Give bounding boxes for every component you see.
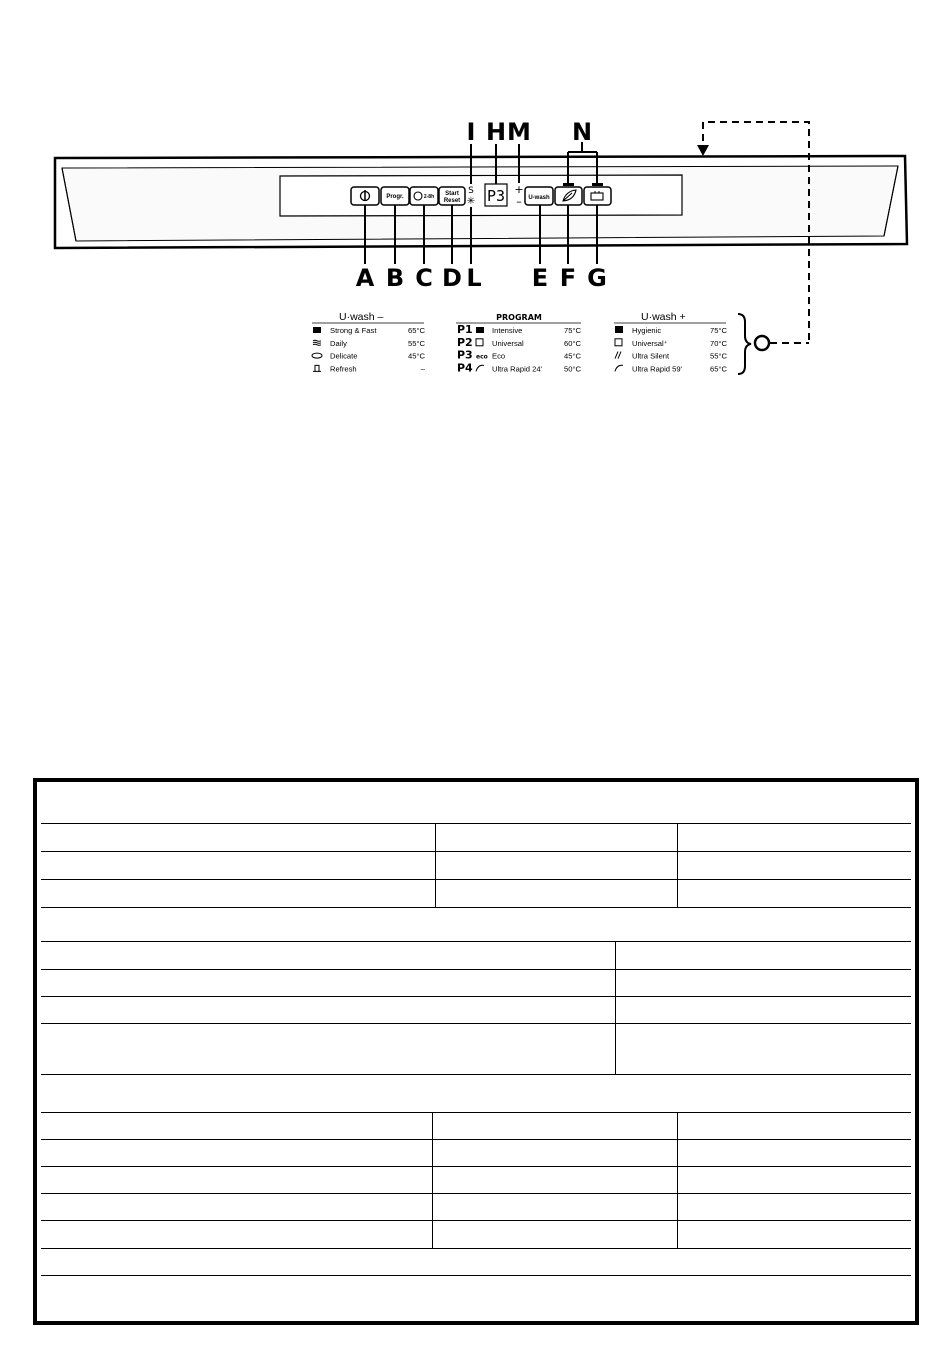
program-name: Universal [492,338,524,348]
program-row [457,349,582,362]
program-name: Strong & Fast [330,326,377,335]
grid-row-header-4 [41,1248,911,1276]
uwash-plus-title: U·wash + [641,311,686,323]
grid-row [41,1139,911,1167]
grid-row-header-2 [41,907,911,942]
grid-row-footer [41,1275,911,1321]
grid-row [41,1220,911,1249]
panel-housing [55,156,907,248]
program-temp: 50°C [564,364,581,374]
waves-icon [313,340,321,345]
program-name: Ultra Rapid 59' [632,364,682,374]
indicator-circle-icon [755,336,769,350]
uwash-minus-table [312,311,426,373]
program-name: Ultra Silent [632,351,670,361]
program-display [485,184,507,206]
program-row [313,326,426,335]
program-name: Intensive [492,326,523,335]
callout-A: A [355,264,375,292]
grid-row [41,1193,911,1221]
grid-row-header-3 [41,1074,911,1113]
salt-indicator-icon: S [468,186,474,196]
program-button[interactable] [381,187,409,205]
rinse-aid-indicator-icon: ✳ [466,196,476,207]
program-row [457,336,582,349]
callout-C: C [415,264,433,292]
plate-icon [312,353,322,358]
callout-I: I [466,118,476,146]
program-code: P4 [457,361,473,375]
program-row [313,364,426,373]
universal-icon [476,339,483,346]
program-row [457,361,582,374]
start-reset-button[interactable] [439,187,465,205]
grid-row-header-1 [41,786,911,824]
arrow-down-icon [697,145,709,156]
program-temp: 60°C [564,338,581,348]
program-name: Eco [492,351,506,361]
callout-B: B [385,264,405,292]
program-name: Hygienic [632,326,662,335]
callout-H: H [485,118,507,146]
program-row [615,352,728,361]
plus-sign: + [514,183,524,196]
program-row [615,326,728,335]
minus-sign: – [516,195,522,208]
glass-icon [313,365,321,371]
brace [738,314,751,374]
callout-N: N [571,118,593,146]
uwash-plus-table [614,311,728,373]
grid-row [41,941,911,970]
callout-M: M [507,118,531,146]
grid-row [41,1166,911,1194]
grid-row [41,969,911,997]
reset-label: Reset [443,198,461,204]
program-temp: 65°C [408,326,425,335]
program-row [615,339,728,348]
grid-row [41,879,911,908]
program-temp: – [420,364,425,374]
eco-icon [476,354,488,361]
program-code: P2 [457,335,473,349]
empty-form-grid [33,778,919,1325]
svg-text:eco: eco [476,353,488,361]
callout-D: D [442,264,462,292]
program-name: Ultra Rapid 24' [492,364,542,374]
program-temp: 65°C [710,364,727,374]
program-table [456,313,582,374]
callout-E: E [531,264,549,292]
program-name: Refresh [330,364,357,374]
pot-icon [313,327,321,333]
uwash-minus-title: U·wash – [339,311,384,323]
rapid-icon [615,365,623,371]
callout-G: G [587,264,607,292]
power-button[interactable] [351,187,379,205]
program-name: Universal⁺ [632,338,668,348]
uwash-button-label: U-wash [528,195,550,201]
half-load-option-button[interactable] [584,183,611,205]
display-readout: P3 [486,187,506,205]
rapid-icon [476,365,484,371]
grid-row [41,996,911,1024]
program-temp: 45°C [408,351,425,361]
program-row [312,352,426,361]
program-temp: 75°C [710,326,727,335]
program-name: Daily [330,338,347,348]
program-title: PROGRAM [496,313,542,322]
program-temp: 55°C [408,338,425,348]
grid-row [41,823,911,852]
program-row [313,339,426,348]
program-button-label: Progr. [386,194,404,200]
universal-plus-icon [615,339,622,346]
grid-row [41,1023,911,1075]
silent-icon [615,352,621,359]
grid-row [41,851,911,880]
delay-timer-label: 2-8h [423,194,435,200]
program-row [457,323,582,336]
program-temp: 70°C [710,338,727,348]
grid-row [41,1112,911,1140]
program-code: P3 [457,348,473,362]
program-temp: 45°C [564,351,581,361]
program-code: P1 [457,323,473,336]
delay-timer-button[interactable] [410,187,438,205]
eco-option-button[interactable] [555,183,582,205]
hygienic-icon [615,326,623,333]
program-temp: 55°C [710,351,727,361]
program-temp: 75°C [564,326,581,335]
uwash-button[interactable] [525,187,553,205]
pot-icon [476,327,484,333]
program-row [615,364,728,373]
start-label: Start [445,191,459,197]
callout-L: L [466,264,482,292]
callout-F: F [559,264,577,292]
program-name: Delicate [330,351,358,361]
